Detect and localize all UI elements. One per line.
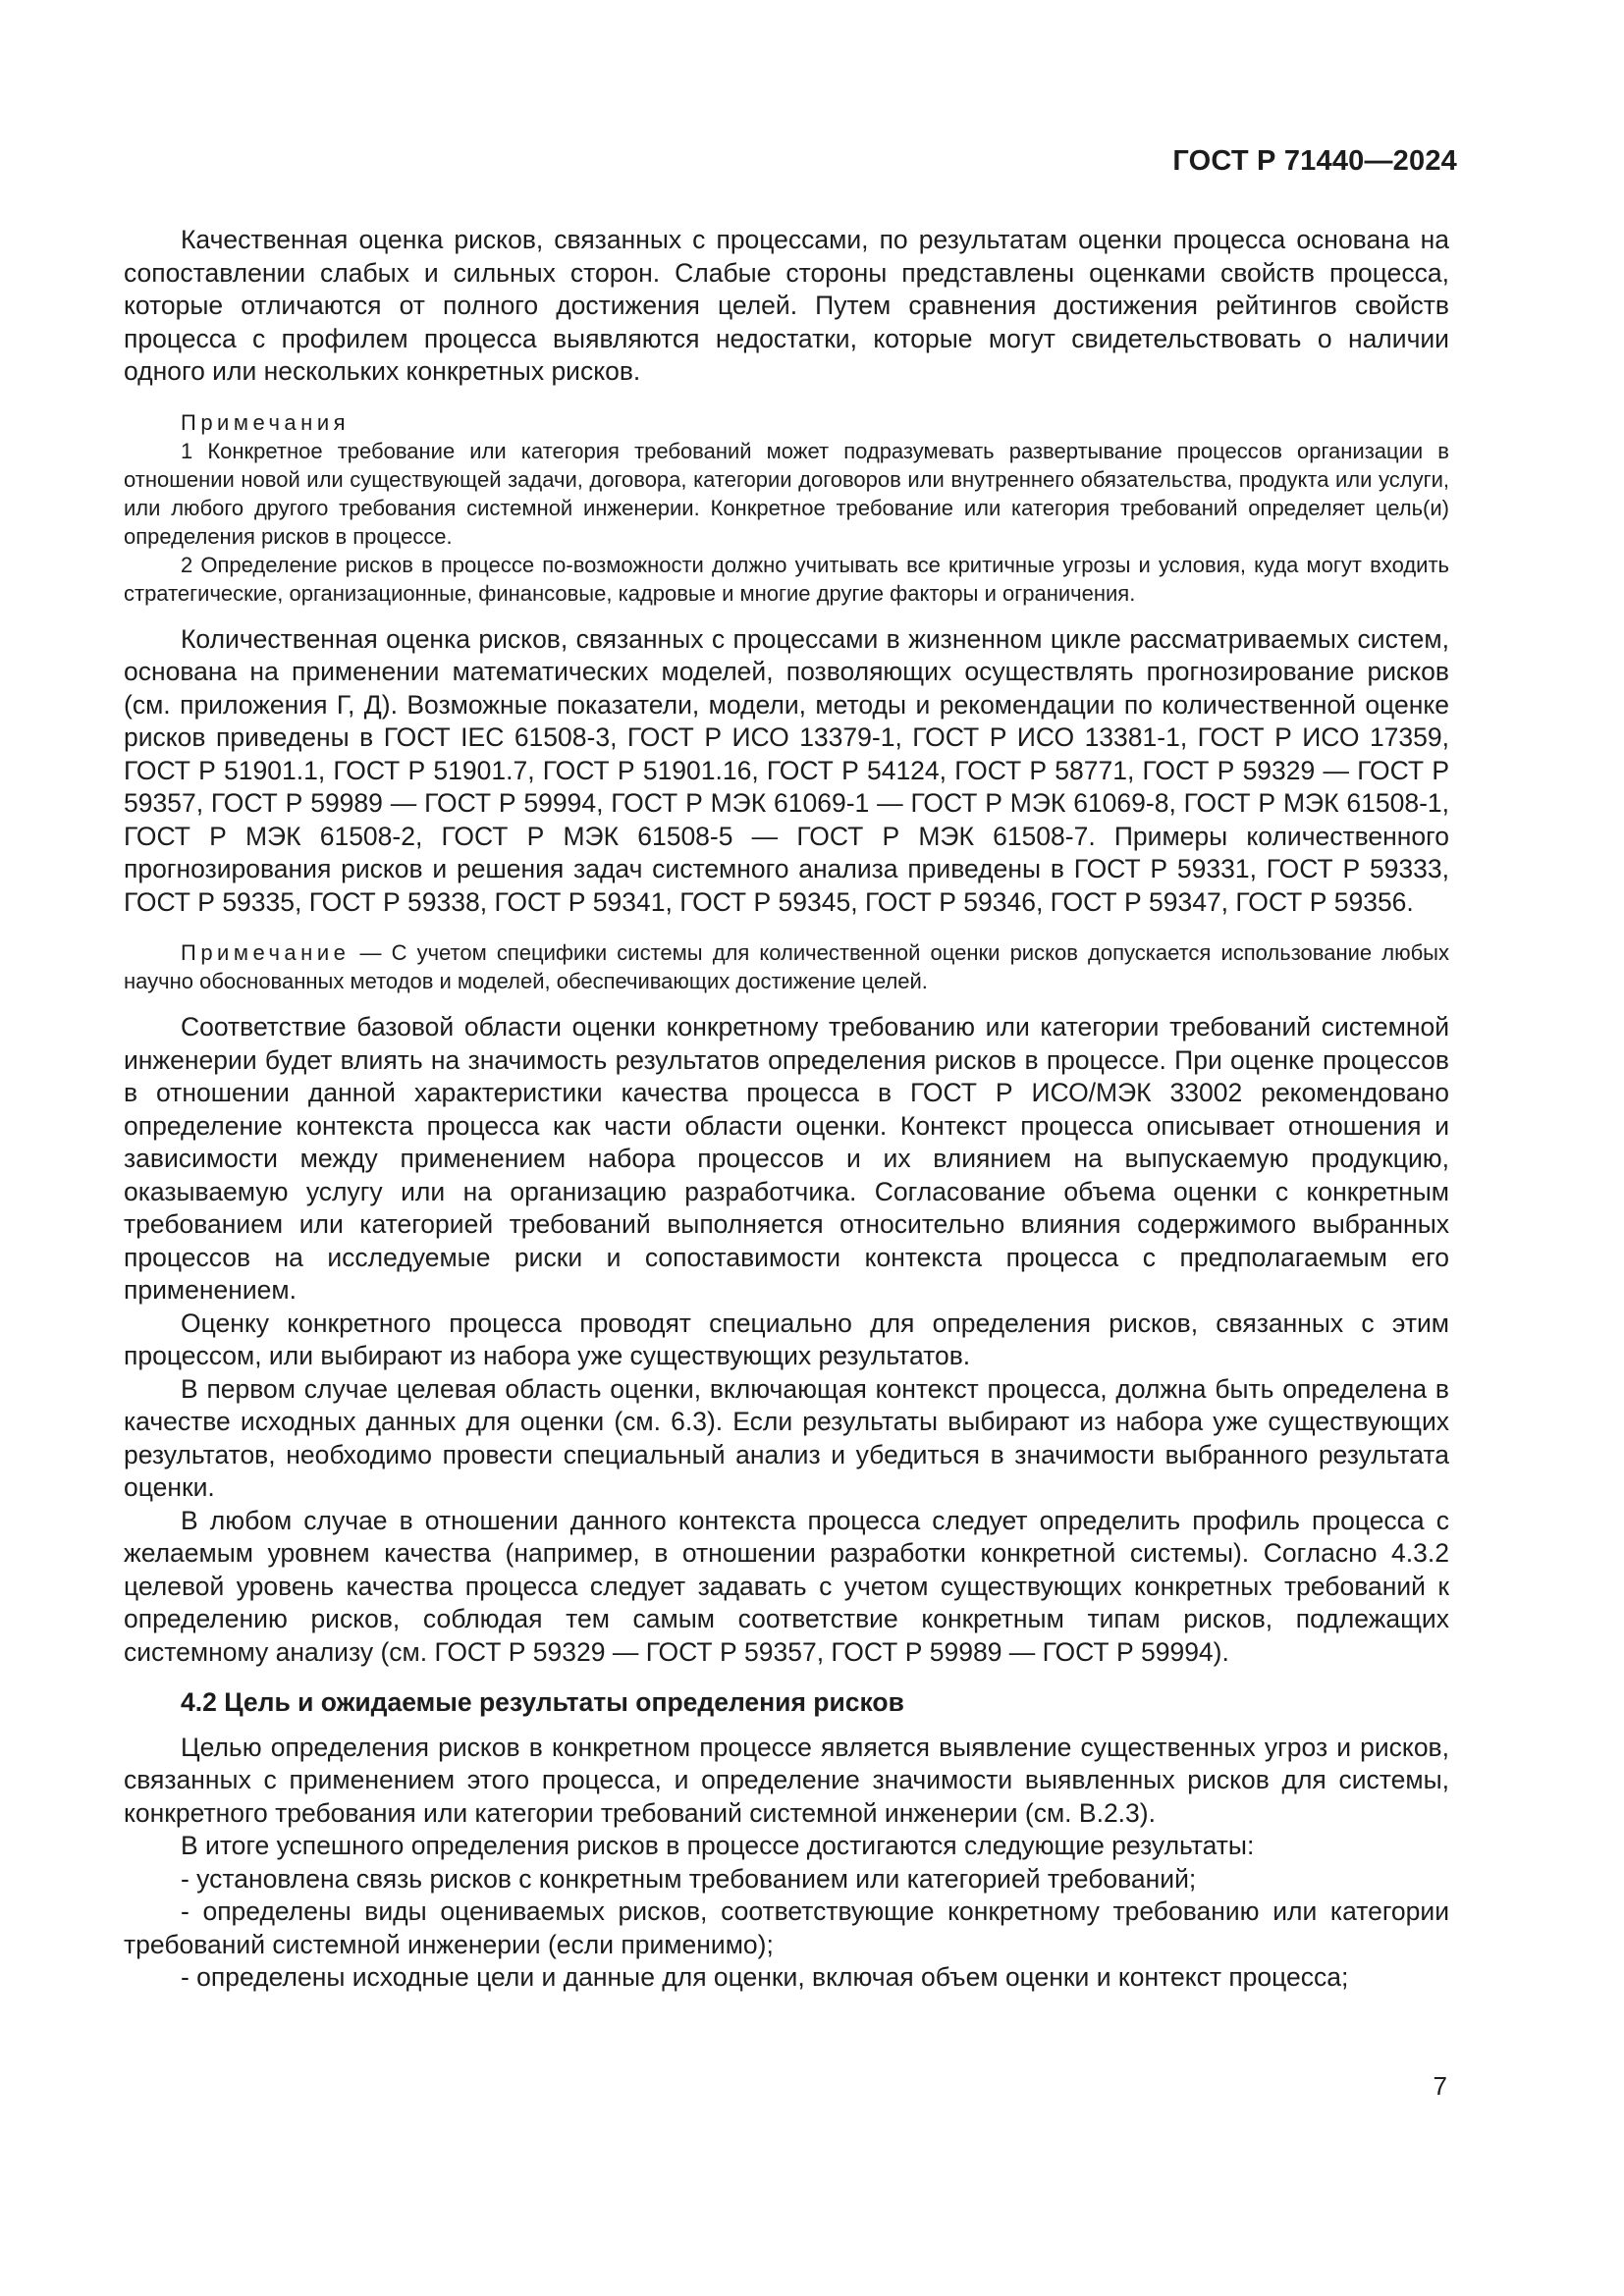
list-item: - определены виды оцениваемых рисков, соответствующие конкретному требованию или категории требований системной инженерии (если применимо);	[124, 1896, 1449, 1959]
paragraph-process-profile: В любом случае в отношении данного контекста процесса следует определить профиль процесса с желаемым уровнем качества (например, в отношении разработки конкретной системы). Согласно 4.3.2 целевой уровень качества процесса следует задавать с учетом существующих конкретных требований к определению рисков, соблюдая тем самым соответствие конкретным типам рисков, подлежащих системному анализу (см. ГОСТ Р 59329 — ГОСТ Р 59357, ГОСТ Р 59989 — ГОСТ Р 59994).	[124, 1505, 1449, 1667]
notes-title: Примечания	[181, 409, 351, 435]
note-3	[124, 938, 1449, 995]
list-item: - установлена связь рисков с конкретным требованием или категорией требований;	[181, 1863, 1197, 1894]
note-3-label: Примечание	[181, 940, 351, 965]
paragraph-first-case: В первом случае целевая область оценки, включающая контекст процесса, должна быть определена в качестве исходных данных для оценки (см. 6.3). Если результаты выбирают из набора уже существующих результатов, необходимо провести специальный анализ и убедиться в значимости выбранного результата оценки.	[124, 1373, 1449, 1502]
note-2: 2 Определение рисков в процессе по-возможности должно учитывать все критичные угрозы и условия, куда могут входить стратегические, организационные, финансовые, кадровые и многие другие факторы и ограничения.	[124, 552, 1449, 606]
page-body	[124, 224, 1449, 1995]
paragraph-process-assessment: Оценку конкретного процесса проводят специально для определения рисков, связанных с этим процессом, или выбирают из набора уже существующих результатов.	[124, 1308, 1449, 1370]
paragraph-quantitative-risk: Количественная оценка рисков, связанных с процессами в жизненном цикле рассматриваемых систем, основана на применении математических моделей, позволяющих осуществлять прогнозирование рисков (см. приложения Г, Д). Возможные показатели, модели, методы и рекомендации по количественной оценке рисков приведены в ГОСТ IEC 61508-3, ГОСТ Р ИСО 13379-1, ГОСТ Р ИСО 13381-1, ГОСТ Р ИСО 17359, ГОСТ Р 51901.1, ГОСТ Р 51901.7, ГОСТ Р 51901.16, ГОСТ Р 54124, ГОСТ Р 58771, ГОСТ Р 59329 — ГОСТ Р 59357, ГОСТ Р 59989 — ГОСТ Р 59994, ГОСТ Р МЭК 61069-1 — ГОСТ Р МЭК 61069-8, ГОСТ Р МЭК 61508-1, ГОСТ Р МЭК 61508-2, ГОСТ Р МЭК 61508-5 — ГОСТ Р МЭК 61508-7. Примеры количественного прогнозирования рисков и решения задач системного анализа приведены в ГОСТ Р 59331, ГОСТ Р 59333, ГОСТ Р 59335, ГОСТ Р 59338, ГОСТ Р 59341, ГОСТ Р 59345, ГОСТ Р 59346, ГОСТ Р 59347, ГОСТ Р 59356.	[124, 623, 1449, 917]
paragraph-goal: Целью определения рисков в конкретном процессе является выявление существенных угроз и рисков, связанных с применением этого процесса, и определение значимости выявленных рисков для системы, конкретного требования или категории требований системной инженерии (см. В.2.3).	[124, 1732, 1449, 1828]
document-code-header: ГОСТ Р 71440—2024	[1172, 145, 1457, 177]
list-item: - определены исходные цели и данные для оценки, включая объем оценки и контекст процесса;	[181, 1962, 1349, 1992]
page-number: 7	[1433, 2071, 1447, 2101]
paragraph-qualitative-risk: Качественная оценка рисков, связанных с процессами, по результатам оценки процесса основана на сопоставлении слабых и сильных сторон. Слабые стороны представлены оценками свойств процесса, которые отличаются от полного достижения целей. Путем сравнения достижения рейтингов свойств процесса с профилем процесса выявляются недостатки, которые могут свидетельствовать о наличии одного или нескольких конкретных рисков.	[124, 225, 1449, 386]
paragraph-results-intro: В итоге успешного определения рисков в процессе достигаются следующие результаты:	[181, 1831, 1255, 1860]
section-heading-4-2: 4.2 Цель и ожидаемые результаты определения рисков	[181, 1687, 904, 1717]
paragraph-assessment-scope: Соответствие базовой области оценки конкретному требованию или категории требований системной инженерии будет влиять на значимость результатов определения рисков в процессе. При оценке процессов в отношении данной характеристики качества процесса в ГОСТ Р ИСО/МЭК 33002 рекомендовано определение контекста процесса как части области оценки. Контекст процесса описывает отношения и зависимости между применением набора процессов и их влиянием на выпускаемую продукцию, оказываемую услугу или на организацию разработчика. Согласование объема оценки с конкретным требованием или категорией требований выполняется относительно влияния содержимого выбранных процессов на исследуемые риски и сопоставимости контекста процесса с предполагаемым его применением.	[124, 1012, 1449, 1305]
note-3-text: — С учетом специфики системы для количественной оценки рисков допускается использование любых научно обоснованных методов и моделей, обеспечивающих достижение целей.	[124, 940, 1449, 993]
note-1: 1 Конкретное требование или категория требований может подразумевать развертывание процессов организации в отношении новой или существующей задачи, договора, категории договоров или внутреннего обязательства, продукта или услуги, или любого другого требования системной инженерии. Конкретное требование или категория требований определяет цель(и) определения рисков в процессе.	[124, 438, 1449, 549]
